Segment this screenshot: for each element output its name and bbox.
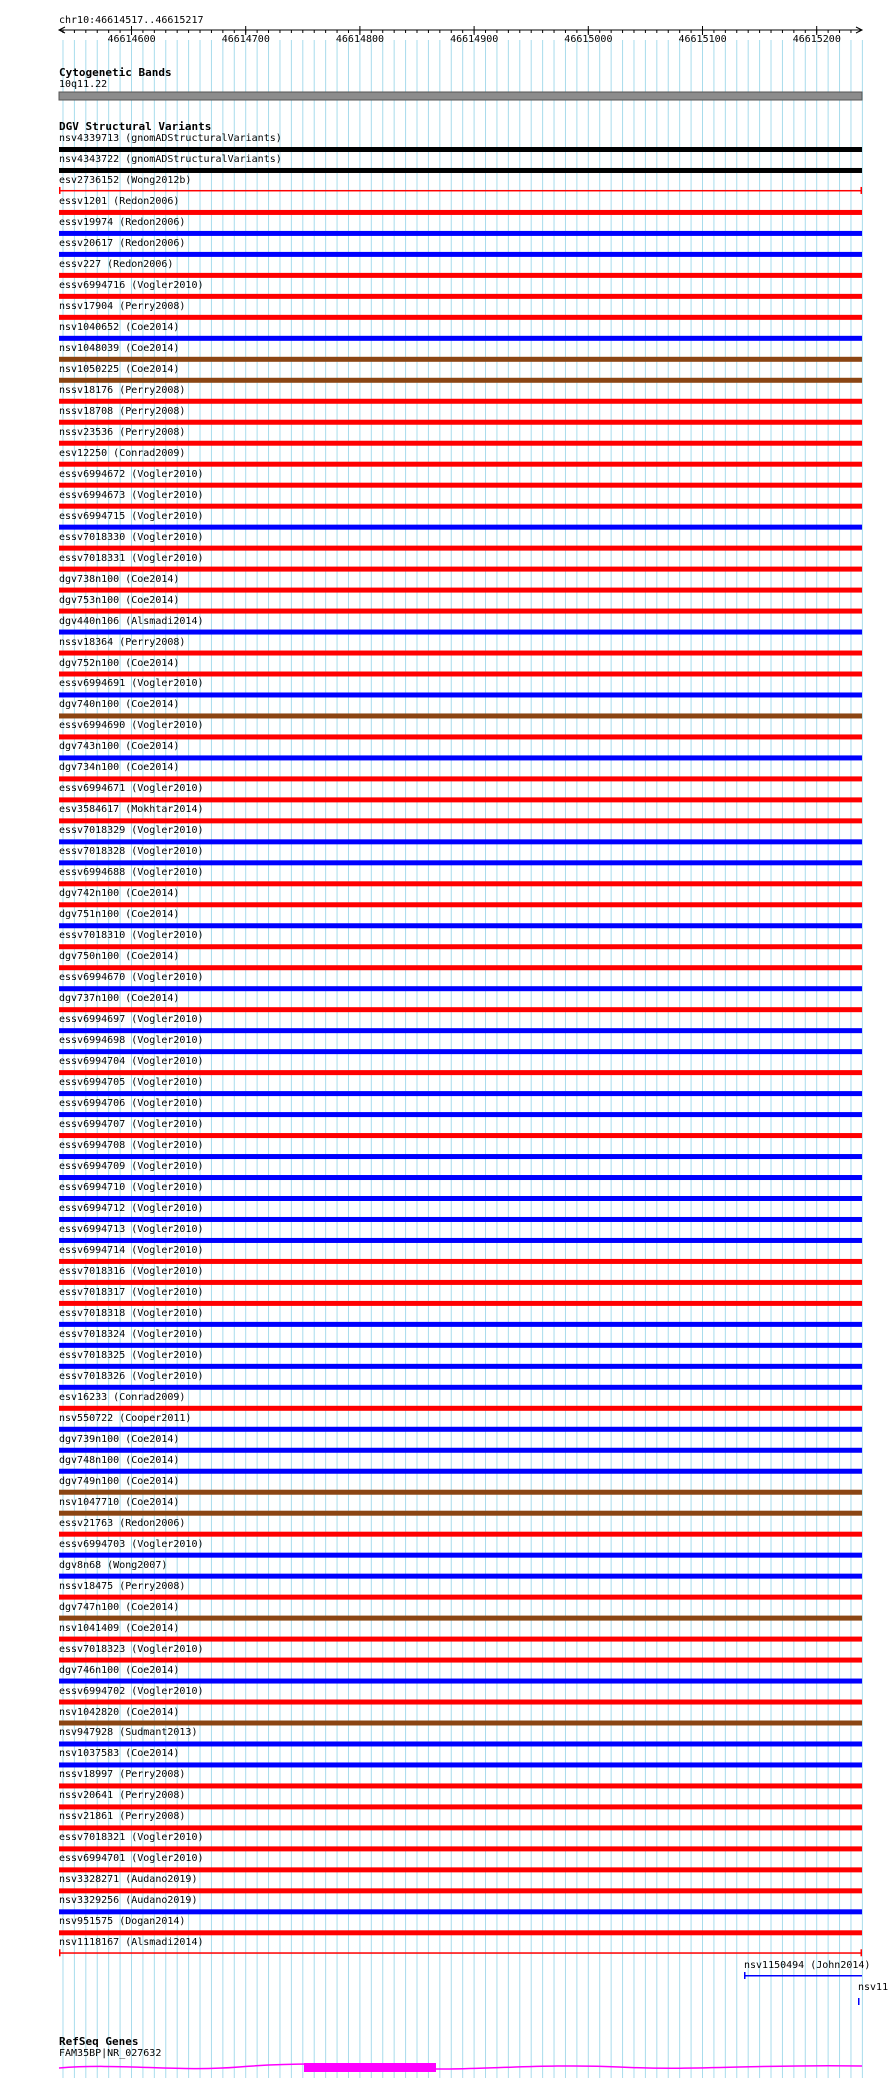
dgv-feature-bar bbox=[59, 588, 862, 593]
dgv-feature-bar bbox=[59, 881, 862, 886]
dgv-feature-label[interactable]: essv6994697 (Vogler2010) bbox=[59, 1014, 204, 1026]
dgv-feature-bar bbox=[59, 1217, 862, 1222]
dgv-feature-bar bbox=[59, 965, 862, 970]
dgv-feature-bar bbox=[59, 1301, 862, 1306]
ruler-tick-label: 46615100 bbox=[678, 34, 727, 45]
dgv-feature-bar bbox=[59, 1133, 862, 1138]
dgv-feature-bar bbox=[59, 273, 862, 278]
dgv-feature-label[interactable]: essv6994672 (Vogler2010) bbox=[59, 468, 204, 480]
refseq-gene-label[interactable]: FAM35BP|NR_027632 bbox=[59, 2048, 162, 2059]
dgv-feature-bar bbox=[59, 1532, 862, 1537]
partial-feature-label[interactable]: nsv11 bbox=[858, 1982, 889, 1993]
dgv-feature-label[interactable]: essv6994712 (Vogler2010) bbox=[59, 1202, 204, 1214]
dgv-feature-bar bbox=[59, 1616, 862, 1621]
dgv-feature-label[interactable]: essv7018326 (Vogler2010) bbox=[59, 1370, 204, 1382]
dgv-feature-bar bbox=[59, 378, 862, 383]
dgv-feature-bar bbox=[59, 1783, 862, 1788]
dgv-feature-label[interactable]: essv19974 (Redon2006) bbox=[59, 216, 186, 228]
ruler-tick-label: 46614600 bbox=[107, 34, 156, 45]
dgv-feature-bar bbox=[59, 1091, 862, 1096]
dgv-feature-label[interactable]: dgv748n100 (Coe2014) bbox=[59, 1454, 180, 1466]
dgv-feature-label[interactable]: essv6994710 (Vogler2010) bbox=[59, 1182, 204, 1193]
dgv-feature-bar bbox=[59, 734, 862, 739]
dgv-feature-end bbox=[861, 187, 863, 194]
dgv-feature-bar bbox=[59, 1259, 862, 1264]
dgv-feature-bar bbox=[59, 1196, 862, 1201]
dgv-feature-label[interactable]: nsv3329256 (Audano2019) bbox=[59, 1895, 198, 1907]
dgv-feature-label[interactable]: essv7018329 (Vogler2010) bbox=[59, 825, 204, 837]
dgv-feature-bar bbox=[59, 1028, 862, 1033]
dgv-feature-label[interactable]: essv7018323 (Vogler2010) bbox=[59, 1643, 204, 1655]
dgv-feature-bar bbox=[59, 147, 862, 152]
dgv-feature-label[interactable]: esv16233 (Conrad2009) bbox=[59, 1391, 186, 1403]
dgv-feature-label[interactable]: nsv1042820 (Coe2014) bbox=[59, 1706, 180, 1718]
dgv-feature-label[interactable]: nssv17904 (Perry2008) bbox=[59, 300, 186, 312]
dgv-feature-label[interactable]: dgv738n100 (Coe2014) bbox=[59, 573, 180, 585]
dgv-feature-label[interactable]: essv21763 (Redon2006) bbox=[59, 1517, 186, 1529]
dgv-feature-label[interactable]: dgv743n100 (Coe2014) bbox=[59, 741, 180, 753]
dgv-feature-bar bbox=[59, 315, 862, 320]
dgv-feature-bar bbox=[59, 525, 862, 530]
dgv-feature-bar bbox=[59, 336, 862, 341]
dgv-feature-label[interactable]: essv6994673 (Vogler2010) bbox=[59, 489, 204, 501]
dgv-feature-bar bbox=[59, 860, 862, 865]
dgv-feature-label[interactable]: essv6994707 (Vogler2010) bbox=[59, 1119, 204, 1131]
dgv-feature-label[interactable]: essv7018331 (Vogler2010) bbox=[59, 552, 204, 564]
dgv-feature-bar bbox=[59, 839, 862, 844]
dgv-feature-label[interactable]: essv6994698 (Vogler2010) bbox=[59, 1035, 204, 1047]
dgv-feature-label[interactable]: essv6994715 (Vogler2010) bbox=[59, 510, 204, 522]
dgv-feature-bar bbox=[59, 294, 862, 299]
dgv-feature-bar bbox=[59, 1511, 862, 1516]
dgv-feature-label[interactable]: nssv23536 (Perry2008) bbox=[59, 426, 186, 438]
ruler-tick-label: 46615200 bbox=[792, 34, 841, 45]
dgv-feature-label[interactable]: dgv746n100 (Coe2014) bbox=[59, 1664, 180, 1676]
dgv-feature-label[interactable]: essv6994716 (Vogler2010) bbox=[59, 279, 204, 291]
dgv-feature-label[interactable]: esv12250 (Conrad2009) bbox=[59, 447, 186, 459]
dgv-feature-label[interactable]: nsv550722 (Cooper2011) bbox=[59, 1412, 192, 1424]
dgv-feature-label[interactable]: essv6994688 (Vogler2010) bbox=[59, 867, 204, 879]
dgv-feature-bar bbox=[59, 1952, 862, 1954]
dgv-feature-bar bbox=[59, 1888, 862, 1893]
dgv-feature-bar bbox=[59, 1112, 862, 1117]
dgv-feature-bar bbox=[59, 231, 862, 236]
dgv-feature-label[interactable]: essv6994704 (Vogler2010) bbox=[59, 1056, 204, 1068]
dgv-feature-label[interactable]: nsv947928 (Sudmant2013) bbox=[59, 1727, 198, 1739]
dgv-feature-label[interactable]: essv6994671 (Vogler2010) bbox=[59, 783, 204, 795]
dgv-feature-bar bbox=[59, 1469, 862, 1474]
dgv-feature-bar bbox=[59, 1322, 862, 1327]
dgv-feature-label[interactable]: nsv1041409 (Coe2014) bbox=[59, 1622, 180, 1634]
dgv-feature-bar bbox=[59, 483, 862, 488]
dgv-feature-bar bbox=[59, 1637, 862, 1642]
dgv-feature-bar bbox=[59, 210, 862, 215]
dgv-feature-label[interactable]: essv6994714 (Vogler2010) bbox=[59, 1244, 204, 1256]
dgv-feature-label[interactable]: essv6994690 (Vogler2010) bbox=[59, 720, 204, 732]
dgv-feature-label[interactable]: dgv440n106 (Alsmadi2014) bbox=[59, 615, 204, 627]
dgv-feature-bar bbox=[59, 1846, 862, 1851]
dgv-feature-label[interactable]: nssv20641 (Perry2008) bbox=[59, 1790, 186, 1802]
partial-feature-bar bbox=[744, 1975, 862, 1977]
dgv-feature-label[interactable]: nssv18176 (Perry2008) bbox=[59, 384, 186, 396]
dgv-feature-label[interactable]: nssv21861 (Perry2008) bbox=[59, 1811, 186, 1823]
dgv-feature-bar bbox=[59, 1364, 862, 1369]
dgv-feature-label[interactable]: nsv1040652 (Coe2014) bbox=[59, 321, 180, 333]
cytoband-bar bbox=[59, 92, 862, 100]
dgv-feature-end bbox=[59, 187, 61, 194]
dgv-feature-label[interactable]: nssv18708 (Perry2008) bbox=[59, 405, 186, 417]
dgv-feature-bar bbox=[59, 1280, 862, 1285]
dgv-feature-label[interactable]: dgv740n100 (Coe2014) bbox=[59, 699, 180, 711]
dgv-feature-bar bbox=[59, 713, 862, 718]
refseq-gene-intron bbox=[59, 2064, 862, 2069]
dgv-feature-bar bbox=[59, 1825, 862, 1830]
dgv-feature-bar bbox=[59, 1658, 862, 1663]
dgv-feature-label[interactable]: nssv18475 (Perry2008) bbox=[59, 1580, 186, 1592]
dgv-feature-label[interactable]: esv3584617 (Mokhtar2014) bbox=[59, 804, 204, 816]
dgv-feature-bar bbox=[59, 755, 862, 760]
partial-feature-end bbox=[858, 1998, 860, 2005]
dgv-feature-bar bbox=[59, 1007, 862, 1012]
dgv-feature-end bbox=[861, 1949, 863, 1956]
ruler-tick-label: 46615000 bbox=[564, 34, 613, 45]
dgv-feature-label[interactable]: essv6994702 (Vogler2010) bbox=[59, 1685, 204, 1697]
dgv-feature-label[interactable]: dgv739n100 (Coe2014) bbox=[59, 1433, 180, 1445]
dgv-feature-label[interactable]: essv20617 (Redon2006) bbox=[59, 237, 186, 249]
ruler-tick-label: 46614700 bbox=[221, 34, 270, 45]
cytoband-label: 10q11.22 bbox=[59, 79, 108, 90]
dgv-feature-bar bbox=[59, 1238, 862, 1243]
dgv-feature-bar bbox=[59, 672, 862, 677]
dgv-feature-bar bbox=[59, 1574, 862, 1579]
dgv-feature-label[interactable]: dgv734n100 (Coe2014) bbox=[59, 762, 180, 774]
dgv-feature-label[interactable]: nsv4339713 (gnomADStructuralVariants) bbox=[59, 133, 282, 144]
dgv-track-title[interactable]: DGV Structural Variants bbox=[59, 120, 212, 133]
dgv-feature-label[interactable]: essv6994708 (Vogler2010) bbox=[59, 1140, 204, 1152]
dgv-feature-label[interactable]: nsv4343722 (gnomADStructuralVariants) bbox=[59, 153, 282, 165]
dgv-feature-bar bbox=[59, 1721, 862, 1726]
dgv-feature-label[interactable]: essv6994703 (Vogler2010) bbox=[59, 1538, 204, 1550]
dgv-feature-bar bbox=[59, 651, 862, 656]
dgv-feature-label[interactable]: essv7018310 (Vogler2010) bbox=[59, 930, 204, 942]
dgv-feature-label[interactable]: nssv18364 (Perry2008) bbox=[59, 636, 186, 648]
dgv-feature-bar bbox=[59, 1070, 862, 1075]
dgv-feature-bar bbox=[59, 776, 862, 781]
dgv-feature-label[interactable]: essv227 (Redon2006) bbox=[59, 258, 174, 270]
dgv-feature-label[interactable]: dgv752n100 (Coe2014) bbox=[59, 657, 180, 669]
dgv-feature-bar bbox=[59, 252, 862, 257]
dgv-feature-bar bbox=[59, 567, 862, 572]
dgv-feature-bar bbox=[59, 1762, 862, 1767]
dgv-feature-label[interactable]: essv6994691 (Vogler2010) bbox=[59, 678, 204, 690]
dgv-feature-bar bbox=[59, 923, 862, 928]
dgv-feature-label[interactable]: dgv747n100 (Coe2014) bbox=[59, 1601, 180, 1613]
dgv-feature-bar bbox=[59, 1909, 862, 1914]
dgv-feature-bar bbox=[59, 818, 862, 823]
dgv-feature-bar bbox=[59, 1154, 862, 1159]
dgv-feature-bar bbox=[59, 1930, 862, 1935]
dgv-feature-bar bbox=[59, 1700, 862, 1705]
dgv-feature-bar bbox=[59, 1490, 862, 1495]
dgv-feature-bar bbox=[59, 902, 862, 907]
dgv-feature-label[interactable]: essv6994709 (Vogler2010) bbox=[59, 1161, 204, 1173]
dgv-feature-label[interactable]: nsv951575 (Dogan2014) bbox=[59, 1916, 186, 1928]
dgv-feature-label[interactable]: essv7018325 (Vogler2010) bbox=[59, 1349, 204, 1361]
dgv-feature-label[interactable]: esv2736152 (Wong2012b) bbox=[59, 174, 192, 186]
ruler-tick-label: 46614800 bbox=[335, 34, 385, 45]
dgv-feature-label[interactable]: essv7018318 (Vogler2010) bbox=[59, 1307, 204, 1319]
dgv-feature-label[interactable]: essv6994701 (Vogler2010) bbox=[59, 1853, 204, 1865]
dgv-feature-bar bbox=[59, 1343, 862, 1348]
dgv-feature-label[interactable]: essv6994705 (Vogler2010) bbox=[59, 1077, 204, 1089]
dgv-feature-end bbox=[59, 1949, 61, 1956]
dgv-feature-bar bbox=[59, 1867, 862, 1872]
dgv-feature-bar bbox=[59, 1406, 862, 1411]
dgv-feature-bar bbox=[59, 797, 862, 802]
dgv-feature-bar bbox=[59, 1385, 862, 1390]
dgv-feature-label[interactable]: essv6994713 (Vogler2010) bbox=[59, 1223, 204, 1235]
refseq-track-title[interactable]: RefSeq Genes bbox=[59, 2035, 139, 2048]
dgv-feature-bar bbox=[59, 1679, 862, 1684]
dgv-feature-label[interactable]: essv7018328 (Vogler2010) bbox=[59, 846, 204, 858]
dgv-feature-label[interactable]: essv6994706 (Vogler2010) bbox=[59, 1098, 204, 1110]
cytoband-track-title[interactable]: Cytogenetic Bands bbox=[59, 66, 172, 79]
dgv-feature-label[interactable]: dgv751n100 (Coe2014) bbox=[59, 909, 180, 921]
dgv-feature-label[interactable]: dgv749n100 (Coe2014) bbox=[59, 1475, 180, 1487]
ruler-tick-label: 46614900 bbox=[450, 34, 499, 45]
dgv-feature-bar bbox=[59, 190, 862, 192]
dgv-feature-label[interactable]: dgv753n100 (Coe2014) bbox=[59, 594, 180, 606]
dgv-feature-bar bbox=[59, 441, 862, 446]
dgv-feature-label[interactable]: nsv1048039 (Coe2014) bbox=[59, 342, 180, 354]
dgv-feature-bar bbox=[59, 1448, 862, 1453]
dgv-feature-bar bbox=[59, 692, 862, 697]
dgv-feature-bar bbox=[59, 1175, 862, 1180]
location-label: chr10:46614517..46615217 bbox=[59, 15, 204, 26]
dgv-feature-bar bbox=[59, 504, 862, 509]
partial-feature-end bbox=[744, 1972, 746, 1979]
dgv-feature-label[interactable]: dgv750n100 (Coe2014) bbox=[59, 951, 180, 963]
dgv-feature-bar bbox=[59, 357, 862, 362]
dgv-feature-label[interactable]: nssv18997 (Perry2008) bbox=[59, 1769, 186, 1781]
dgv-feature-label[interactable]: nsv1118167 (Alsmadi2014) bbox=[59, 1937, 204, 1949]
dgv-feature-label[interactable]: essv7018317 (Vogler2010) bbox=[59, 1286, 204, 1298]
partial-feature-label[interactable]: nsv1150494 (John2014) bbox=[744, 1960, 871, 1971]
dgv-feature-bar bbox=[59, 546, 862, 551]
dgv-feature-bar bbox=[59, 1595, 862, 1600]
dgv-feature-bar bbox=[59, 630, 862, 635]
dgv-feature-bar bbox=[59, 1553, 862, 1558]
dgv-feature-label[interactable]: dgv8n68 (Wong2007) bbox=[59, 1559, 168, 1571]
dgv-feature-bar bbox=[59, 399, 862, 404]
dgv-feature-label[interactable]: essv7018330 (Vogler2010) bbox=[59, 531, 204, 543]
dgv-feature-bar bbox=[59, 944, 862, 949]
dgv-feature-label[interactable]: essv6994670 (Vogler2010) bbox=[59, 972, 204, 984]
dgv-feature-bar bbox=[59, 609, 862, 614]
dgv-feature-label[interactable]: essv1201 (Redon2006) bbox=[59, 195, 180, 207]
dgv-feature-bar bbox=[59, 1049, 862, 1054]
dgv-feature-label[interactable]: dgv742n100 (Coe2014) bbox=[59, 888, 180, 900]
dgv-feature-label[interactable]: essv7018321 (Vogler2010) bbox=[59, 1832, 204, 1844]
dgv-feature-label[interactable]: essv7018324 (Vogler2010) bbox=[59, 1328, 204, 1340]
dgv-feature-label[interactable]: nsv1047710 (Coe2014) bbox=[59, 1496, 180, 1508]
dgv-feature-bar bbox=[59, 168, 862, 173]
dgv-feature-bar bbox=[59, 1804, 862, 1809]
dgv-feature-bar bbox=[59, 1741, 862, 1746]
dgv-feature-label[interactable]: essv7018316 (Vogler2010) bbox=[59, 1265, 204, 1277]
dgv-feature-bar bbox=[59, 986, 862, 991]
dgv-feature-label[interactable]: nsv1037583 (Coe2014) bbox=[59, 1748, 180, 1760]
dgv-feature-label[interactable]: dgv737n100 (Coe2014) bbox=[59, 993, 180, 1005]
dgv-feature-bar bbox=[59, 1427, 862, 1432]
dgv-feature-label[interactable]: nsv1050225 (Coe2014) bbox=[59, 363, 180, 375]
dgv-feature-bar bbox=[59, 420, 862, 425]
dgv-feature-bar bbox=[59, 462, 862, 467]
dgv-feature-label[interactable]: nsv3328271 (Audano2019) bbox=[59, 1874, 198, 1886]
refseq-gene-exon bbox=[304, 2063, 436, 2072]
